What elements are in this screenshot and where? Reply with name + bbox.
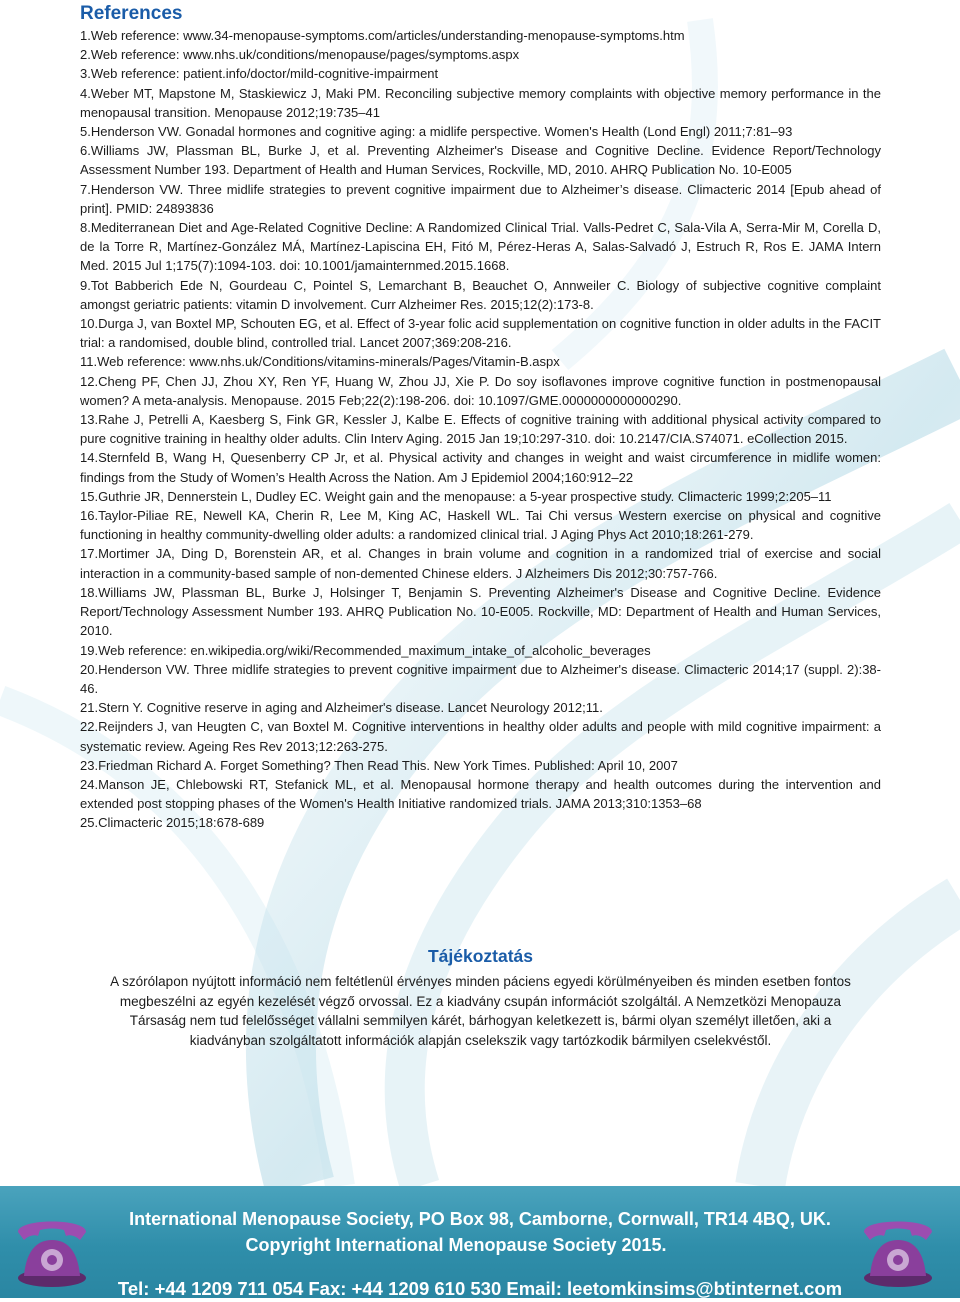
reference-item: 1.Web reference: www.34-menopause-symptoms.com/articles/understanding-menopause-symptoms.htm <box>80 28 685 43</box>
footer-contact: Tel: +44 1209 711 054 Fax: +44 1209 610 530 Email: leetomkinsims@btinternet.com <box>117 1278 843 1299</box>
references-list <box>80 26 881 833</box>
reference-item: 23.Friedman Richard A. Forget Something? Then Read This. New York Times. Published: April 10, 2007 <box>80 757 678 773</box>
reference-item: 17.Mortimer JA, Ding D, Borenstein AR, et al. Changes in brain volume and cognition in a randomized trial of exercise and social interaction in a community-based sample of non-demented Chinese elders. J Alzheimers Dis 2012;30:757-766. <box>80 546 881 581</box>
footer-band <box>0 1186 960 1298</box>
reference-item: 15.Guthrie JR, Dennerstein L, Dudley EC. Weight gain and the menopause: a 5-year prospective study. Climacteric 1999;2:205–11 <box>80 488 832 504</box>
reference-item: 7.Henderson VW. Three midlife strategies to prevent cognitive impairment due to Alzheimer’s disease. Climacteric 2014 [Epub ahead of print]. PMID: 24893836 <box>80 181 881 216</box>
reference-item: 25.Climacteric 2015;18:678-689 <box>80 815 265 831</box>
reference-item: 14.Sternfeld B, Wang H, Quesenberry CP Jr, et al. Physical activity and changes in weight and waist circumference in midlife women: findings from the Study of Women’s Health Across the Nation. Am J Epidemiol 2004;160:912–22 <box>80 450 881 485</box>
reference-item: 11.Web reference: www.nhs.uk/Conditions/vitamins-minerals/Pages/Vitamin-B.aspx <box>80 354 560 370</box>
references-heading: References <box>80 3 183 24</box>
reference-item: 10.Durga J, van Boxtel MP, Schouten EG, et al. Effect of 3-year folic acid supplementation on cognitive function in older adults in the FACIT trial: a randomised, double blind, controlled trial. Lancet 2007;369:208-216. <box>80 316 881 351</box>
reference-item: 2.Web reference: www.nhs.uk/conditions/menopause/pages/symptoms.aspx <box>80 47 520 63</box>
reference-item: 18.Williams JW, Plassman BL, Burke J, Holsinger T, Benjamin S. Preventing Alzheimer's Disease and Cognitive Decline. Evidence Report/Technology Assessment Number 193. AHRQ Publication No. 10-E005. Rockville, MD: Department of Health and Human Services, 2010. <box>80 584 881 639</box>
reference-item: 12.Cheng PF, Chen JJ, Zhou XY, Ren YF, Huang W, Zhou JJ, Xie P. Do soy isoflavones improve cognitive function in postmenopausal women? A meta-analysis. Menopause. 2015 Feb;22(2):198-206. doi: 10.1097/GME.0000000000000290. <box>80 373 881 408</box>
footer-address: International Menopause Society, PO Box 98, Camborne, Cornwall, TR14 4BQ, UK. <box>129 1209 831 1229</box>
footer-copyright: Copyright International Menopause Society 2015. <box>245 1235 667 1255</box>
reference-item: 5.Henderson VW. Gonadal hormones and cognitive aging: a midlife perspective. Women's Health (Lond Engl) 2011;7:81–93 <box>80 124 793 140</box>
reference-item: 19.Web reference: en.wikipedia.org/wiki/Recommended_maximum_intake_of_alcoholic_beverages <box>80 642 651 658</box>
reference-item: 9.Tot Babberich Ede N, Gourdeau C, Pointel S, Lemarchant B, Beauchet O, Annweiler C. Biology of subjective cognitive complaint amongst geriatric patients: vitamin D involvement. Curr Alzheimer Res. 2015;12(2):173-8. <box>80 277 881 312</box>
reference-item: 16.Taylor-Piliae RE, Newell KA, Cherin R, Lee M, King AC, Haskell WL. Tai Chi versus Western exercise on physical and cognitive functioning in healthy community-dwelling older adults: a randomized clinical trial. J Aging Phys Act 2010;18:261-279. <box>80 508 881 543</box>
reference-item: 13.Rahe J, Petrelli A, Kaesberg S, Fink GR, Kessler J, Kalbe E. Effects of cognitive training with additional physical activity compared to pure cognitive training in healthy older adults. Clin Interv Aging. 2015 Jan 19;10:297-310. doi: 10.2147/CIA.S74071. eCollection 2015. <box>80 412 881 447</box>
reference-item: 3.Web reference: patient.info/doctor/mild-cognitive-impairment <box>80 66 439 82</box>
disclaimer-title: Tájékoztatás <box>427 946 534 966</box>
reference-item: 8.Mediterranean Diet and Age-Related Cognitive Decline: A Randomized Clinical Trial. Valls-Pedret C, Sala-Vila A, Serra-Mir M, Corella D, de la Torre R, Martínez-González MÁ, Martínez-Lapiscina EH, Fitó M, Pérez-Heras A, Salas-Salvadó J, Estruch R, Ros E. JAMA Intern Med. 2015 Jul 1;175(7):1094-103. doi: 10.1001/jamainternmed.2015.1668. <box>80 220 881 274</box>
reference-item: 4.Weber MT, Mapstone M, Staskiewicz J, Maki PM. Reconciling subjective memory complaints with objective memory performance in the menopausal transition. Menopause 2012;19:735–41 <box>80 85 881 120</box>
reference-item: 6.Williams JW, Plassman BL, Burke J, et al. Preventing Alzheimer's Disease and Cognitive Decline. Evidence Report/Technology Assessment Number 193. Department of Health and Human Services, Rockville, MD, 2010. AHRQ Publication No. 10-E005 <box>80 143 881 178</box>
disclaimer-body: A szórólapon nyújtott információ nem feltétlenül érvényes minden páciens egyedi körülményeiben és minden esetben fontos megbeszélni az egyén kezelését végző orvossal. Ez a kiadvány csupán információt szolgáltál. A Nemzetközi Menopauza Társaság nem tud felelősséget vállalni semmilyen kárét, bárhogyan keletkezett is, bármi olyan személyt illetően, aki a kiadványban szolgáltatott információk alapján cselekszik vagy tartózkodik bármilyen cselekvéstől. <box>110 974 851 1048</box>
references-section <box>80 4 881 833</box>
reference-item: 24.Manson JE, Chlebowski RT, Stefanick ML, et al. Menopausal hormone therapy and health outcomes during the intervention and extended post stopping phases of the Women's Health Initiative randomized trials. JAMA 2013;310:1353–68 <box>80 776 881 812</box>
disclaimer-section <box>80 944 881 1050</box>
reference-item: 20.Henderson VW. Three midlife strategies to prevent cognitive impairment due to Alzheimer's disease. Climacteric 2014;17 (suppl. 2):38-46. <box>80 661 881 696</box>
reference-item: 21.Stern Y. Cognitive reserve in aging and Alzheimer's disease. Lancet Neurology 2012;11. <box>80 700 603 716</box>
reference-item: 22.Reijnders J, van Heugten C, van Boxtel M. Cognitive interventions in healthy older adults and people with mild cognitive impairment: a systematic review. Ageing Res Rev 2013;12:263-275. <box>80 719 881 754</box>
